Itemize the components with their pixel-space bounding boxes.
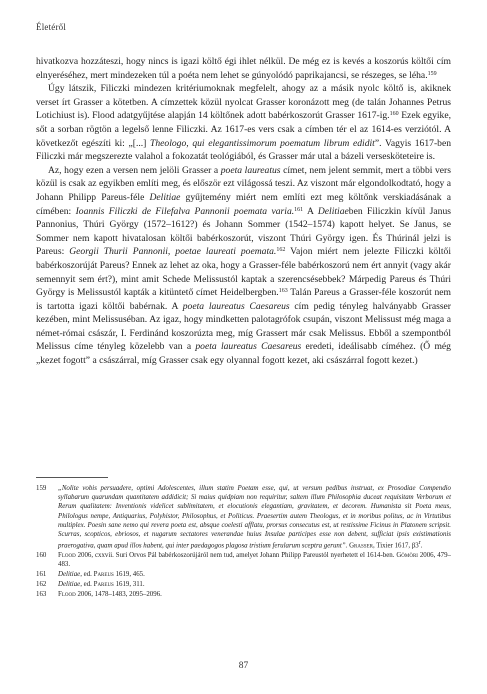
running-head: Életéről: [36, 22, 67, 32]
footnote-marker: r: [418, 540, 421, 547]
text-run: cím pedig tényleg halványabb Grasser kezében, mint Melissuséban. Az igaz, hogy mindketten palotagrófok csupán, viszont Melissust még maga a német-római császár, I. Ferdinánd koszorúzta meg, míg Grassert már csak Melissus. Ebből a szempontból Melissus címe tényleg közelebb van a: [36, 300, 452, 353]
text-run: eredeti, ideálisabb címéhez. (Ő még „kezet fogott” a császárral, míg Grasser csak egy olyannal fogott kezet, aki császárral fogott kezet.): [36, 341, 451, 367]
text-run: 1619, 465.: [113, 571, 145, 579]
italic-text: poeta laureatus: [220, 164, 281, 176]
italic-text: poeta laureatus Caesareus: [195, 341, 302, 353]
footnote-number: 160: [36, 552, 47, 560]
footnote-number: 159: [36, 485, 47, 492]
footnote: [36, 570, 451, 579]
italic-text: Georgii Thurii Pannonii, poetae laureati poemata.: [69, 246, 277, 258]
text-run: , Tixier 1617, β3: [372, 542, 419, 550]
footnote-number: 163: [36, 590, 47, 598]
text-run: 2006, 1478–1483, 2095–2096.: [75, 590, 162, 598]
text-run: 2006, cxxvii. Suri Orvos Pál babérkoszorújáról nem tud, amelyet Johann Philipp Pareustól nyerhetett el 1614-ben.: [75, 552, 397, 560]
text-run: Az, hogy ezen a versen nem jelöli Grasser a: [48, 164, 221, 176]
text-run: .: [420, 542, 423, 550]
text-run: ben Filiczkin kívül Janus Pannonius, Thúri György (1572–1612?) és Johann Sommer (1542–1574) kapott helyet. Se Janus, se Sommer nem kapott hivatalosan költői babérkoszorút, viszont Thúri György igen. És Thúrinál jelzi is Pareus:: [36, 205, 451, 258]
text-run: gyűjtemény miért nem említi ezt meg költőnk verskiadásának a címében:: [36, 191, 451, 217]
text-run: 1619, 311.: [113, 580, 145, 588]
text-run: Talán Pareus a Grasser-féle koszorút nem is tartotta igazi költői babérnak. A: [36, 287, 451, 312]
text-run: , ed.: [80, 580, 94, 588]
text-run: ”. Vagyis 1617-ben Filiczki már megszerezte valahol a fokozatát teológiából, és Grasser már utal a bázeli versesköteteire is.: [36, 137, 451, 163]
italic-text: Delitiae: [317, 205, 349, 217]
footnote-separator: [36, 477, 108, 478]
footnote-marker: 159: [427, 70, 437, 77]
footnote-number: 161: [36, 571, 47, 579]
body-paragraph: [36, 164, 451, 368]
italic-text: Theologo, qui elegantissimorum poematum librum edidit: [150, 137, 375, 149]
small-caps-name: Grasser: [349, 542, 373, 550]
footnotes: [36, 484, 451, 599]
italic-text: Delitiae: [58, 571, 81, 579]
body-paragraph: [36, 55, 451, 82]
footnote-marker: 163: [278, 288, 288, 295]
text-run: hivatkozva hozzáteszi, hogy nincs is igazi költő égi ihlet nélkül. De még ez is kevés a koszorús költői cím elnyeréséhez, mert mindezeken túl a poéta nem lehet se gúnyolódó paprikajancsi, se részeges, se léha.: [36, 56, 451, 81]
text-run: A: [303, 205, 318, 217]
text-run: , ed.: [80, 571, 94, 579]
small-caps-name: Flood: [58, 590, 76, 598]
small-caps-name: Pareus: [93, 571, 114, 579]
small-caps-name: Gömöri: [396, 552, 418, 560]
body-paragraph: [36, 82, 451, 164]
body-text: [36, 55, 451, 368]
italic-text: „Nolite vobis persuadere, optimi Adolescentes, illum statim Poetam esse, qui, ut versum pedibus instruat, ex Prosodiae Compendio syllabarum quarundam quantitatem addidicit; Si maius quidpiam non requiritur, saltem illum Philosophia duceat requisitam Verborum et Rerum qualitatem: Inventionis videlicet sublimitatem, et elocutionis elegantiam, gravitatem, et decorem. Humanista sit Poeta meus, Philologus nempe, Antiquarius, Polyhistor, Philosophus, et Politicus. Praesertim autem Theologus, et in moribus politus, ac in Virtutibus multiplex. Poesin sane nemo qui revera poeta est, absque coelesti afflatu, prorsus consecutus est, ut restissime Ficinus in Platonem scripsit. Scurras, scopticos, ebriosos, et nugarum sectatores venerandae huius Insulae participes esse non debent, sufficiat ipsis existimationis praerogativa, quam apud illos habent, qui inter paedagogos plagosa tristium ferularum sceptra gerunt”.: [58, 485, 451, 550]
small-caps-name: Pareus: [93, 580, 114, 588]
footnote-marker: 160: [389, 111, 399, 118]
italic-text: Ioannis Filiczki de Filefalva Pannonii poemata varia.: [75, 205, 295, 217]
footnote-marker: 162: [276, 247, 286, 254]
page-number: 87: [238, 661, 249, 671]
italic-text: Delitiae: [58, 580, 81, 588]
italic-text: poeta laureatus Caesareus: [182, 300, 290, 312]
text-run: Vajon miért nem jelezte Filiczki költői babérkoszorúját Pareus? Ennek az lehet az oka, hogy a Grasser-féle babérkoszorú nem ért annyit (vagy akár semennyit sem ért?), mint amit Schede Melissustól kaptak a szerencsésebbek? Márpedig Pareus és Thúri György is Melissustól kapták a kitüntető címet Heidelbergben.: [36, 246, 451, 299]
footnote: [36, 590, 451, 599]
footnote-marker: 161: [294, 206, 304, 213]
italic-text: Delitiae: [149, 191, 181, 203]
text-run: Úgy látszik, Filiczki mindezen kritériumoknak megfelelt, ahogy az a másik nyolc költő is, akiknek verset írt Grasser a kötetben. A címzettek közül nyolcat Grasser koronázott meg (de talán Johannes Petrus Lotichiust is). Flood adatgyűjtése alapján 14 költőnek adott babérkoszorút Grasser 1617-ig.: [36, 83, 451, 122]
footnote-number: 162: [36, 580, 47, 588]
small-caps-name: Flood: [58, 552, 76, 560]
footnote: [36, 484, 451, 551]
text-run: címet, nem jelent semmit, mert a többi vers közül is csak az egyikben említi meg, és először ezt világossá teszi. Az viszont már elgondolkodtató, hogy a Johann Philipp Pareus-féle: [36, 164, 451, 203]
footnote: [36, 580, 451, 589]
text-run: Ezek egyike, sőt a sorban rögtön a legelső lenne Filiczki. Az 1617-es vers csak a címben tér el az 1614-es verziótól. A következőt egészíti ki: „[...]: [36, 110, 451, 149]
footnote: [36, 551, 451, 569]
text-run: 2006, 479–483.: [58, 552, 451, 569]
